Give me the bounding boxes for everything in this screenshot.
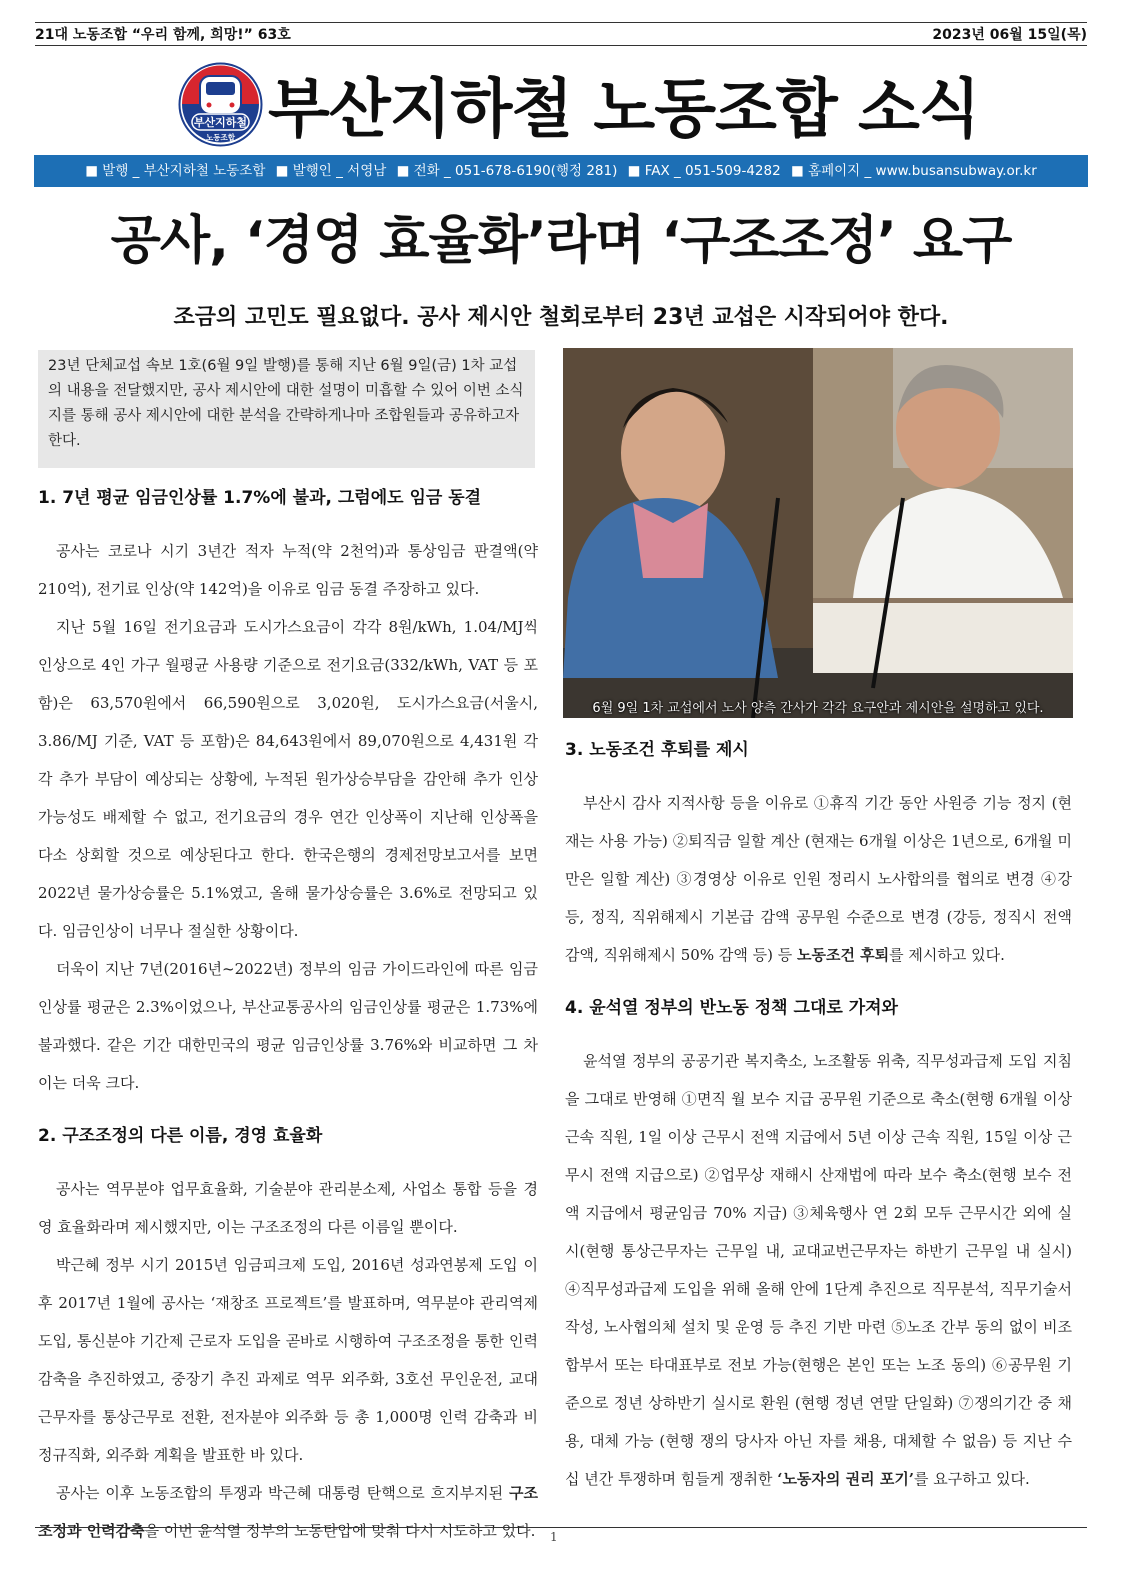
section-4-paragraph xyxy=(565,1042,1072,1498)
headline-wrapper xyxy=(34,198,1088,273)
meeting-photo xyxy=(563,348,1073,718)
photo-illustration xyxy=(563,348,1073,718)
homepage: ■ 홈페이지 _ www.busansubway.or.kr xyxy=(790,163,1037,179)
photo-caption: 6월 9일 1차 교섭에서 노사 양측 간사가 각각 요구안과 제시안을 설명하고 있다. xyxy=(592,701,1044,716)
section-2-paragraph: 공사는 역무분야 업무효율화, 기술분야 관리분소제, 사업소 통합 등을 경영 효율화라며 제시했지만, 이는 구조조정의 다른 이름일 뿐이다. xyxy=(38,1180,538,1236)
text-run: 공사는 이후 노동조합의 투쟁과 박근혜 대통령 탄핵으로 흐지부지된 xyxy=(56,1484,510,1502)
phone: ■ 전화 _ 051-678-6190(행정 281) xyxy=(396,163,618,179)
logo-subtext: 노동조합 xyxy=(206,133,235,142)
text-run: 윤석열 정부의 공공기관 복지축소, 노조활동 위축, 직무성과급제 도입 지침을 그대로 반영해 ①면직 월 보수 지급 공무원 기준으로 축소(현행 6개월 이상 근속 직원, 1일 이상 근무시 전액 지급에서 5년 이상 근속 직원, 15일 이상 근무시 전액 지급으로) ②업무상 재해시 산재법에 따라 보수 축소(현행 보수 전액 지급에서 평균임금 70% 지급) ③체육행사 연 2회 모두 근무시간 외에 실시(현행 통상근무자는 근무일 내, 교대교번근무자는 하반기 근무일 내 실시) ④직무성과급제 도입을 위해 올해 안에 1단계 추진으로 직무분석, 직무기술서 작성, 노사협의체 설치 및 운영 등 추진 기반 마련 ⑤노조 간부 동의 없이 비조합부서 또는 타대표부로 전보 가능(현행은 본인 또는 노조 동의) ⑥공무원 기준으로 정년 상하반기 실시로 환원 (현행 정년 연말 단일화) ⑦쟁의기간 중 채용, 대체 가능 (현행 쟁의 당사자 아닌 자를 채용, 대체할 수 없음) 등 지난 수십 년간 투쟁하며 힘들게 쟁취한 xyxy=(565,1052,1072,1488)
emphasis: 노동조건 후퇴 xyxy=(796,946,890,964)
headline: 공사, ‘경영 효율화’라며 ‘구조조정’ 요구 xyxy=(110,211,1012,271)
text-run: 를 제시하고 있다. xyxy=(889,946,1005,964)
section-1-title: 1. 7년 평균 임금인상률 1.7%에 불과, 그럼에도 임금 동결 xyxy=(38,488,482,508)
text-run: 를 요구하고 있다. xyxy=(914,1470,1030,1488)
text-run: 부산시 감사 지적사항 등을 이유로 ①휴직 기간 동안 사원증 기능 정지 (현재는 사용 가능) ②퇴직금 일할 계산 (현재는 6개월 이상은 1년으로, 6개월 미만은 일할 계산) ③경영상 이유로 인원 정리시 노사합의를 협의로 변경 ④강등, 정직, 직위해제시 기본급 감액 공무원 수준으로 변경 (강등, 정직시 전액 감액, 직위해제시 50% 감액 등) 등 xyxy=(565,794,1072,964)
issue-date: 2023년 06월 15일(목) xyxy=(932,27,1087,43)
section-4-title: 4. 윤석열 정부의 반노동 정책 그대로 가져와 xyxy=(565,998,898,1018)
left-column xyxy=(38,478,538,1550)
logo-text: 부산지하철 xyxy=(193,116,248,129)
issue-number: 21대 노동조합 “우리 함께, 희망!” 63호 xyxy=(35,27,291,43)
issue-line xyxy=(35,22,1087,46)
summary-box: 23년 단체교섭 속보 1호(6월 9일 발행)를 통해 지난 6월 9일(금) 1차 교섭의 내용을 전달했지만, 공사 제시안에 대한 설명이 미흡할 수 있어 이번 소식지를 통해 공사 제시안에 대한 분석을 간략하게나마 조합원들과 공유하고자 한다. xyxy=(38,350,535,468)
issuer: ■ 발행인 _ 서영남 xyxy=(275,163,387,179)
masthead-title: 부산지하철 노동조합 소식 xyxy=(268,73,980,147)
subheadline: 조금의 고민도 필요없다. 공사 제시안 철회로부터 23년 교섭은 시작되어야 한다. xyxy=(173,305,949,330)
section-2-title: 2. 구조조정의 다른 이름, 경영 효율화 xyxy=(38,1126,323,1146)
section-1-paragraph: 공사는 코로나 시기 3년간 적자 누적(약 2천억)과 통상임금 판결액(약 210억), 전기료 인상(약 142억)을 이유로 임금 동결 주장하고 있다. xyxy=(38,542,538,598)
section-2-paragraph xyxy=(38,1474,538,1550)
emphasis: 구조조정과 인력감축 xyxy=(38,1484,538,1540)
publisher: ■ 발행 _ 부산지하철 노동조합 xyxy=(85,163,266,179)
subway-union-logo xyxy=(178,62,263,147)
subheadline-wrapper xyxy=(34,300,1088,331)
section-2-paragraph: 박근혜 정부 시기 2015년 임금피크제 도입, 2016년 성과연봉제 도입 이후 2017년 1월에 공사는 ‘재창조 프로젝트’를 발표하며, 역무분야 관리역제 도입, 통신분야 기간제 근로자 도입을 곧바로 시행하여 구조조정을 통한 인력감축을 추진하였고, 중장기 추진 과제로 역무 외주화, 3호선 무인운전, 교대근무자를 통상근무로 전환, 전자분야 외주화 등 총 1,000명 인력 감축과 비정규직화, 외주화 계획을 발표한 바 있다. xyxy=(38,1256,538,1464)
section-3-title: 3. 노동조건 후퇴를 제시 xyxy=(565,740,749,760)
text-run: 을 이번 윤석열 정부의 노동탄압에 맞춰 다시 시도하고 있다. xyxy=(144,1522,536,1540)
publication-info-bar xyxy=(34,155,1088,187)
section-3-paragraph xyxy=(565,784,1072,974)
right-column xyxy=(565,730,1072,1498)
section-1-paragraph: 지난 5월 16일 전기요금과 도시가스요금이 각각 8원/kWh, 1.04/MJ씩 인상으로 4인 가구 월평균 사용량 기준으로 전기요금(332/kWh, VAT 등 포함)은 63,570원에서 66,590원으로 3,020원, 도시가스요금(서울시, 3.86/MJ 기준, VAT 등 포함)은 84,643원에서 89,070원으로 4,431원 각각 추가 부담이 예상되는 상황에, 누적된 원가상승부담을 감안해 추가 인상 가능성도 배제할 수 없고, 전기요금의 경우 연간 인상폭이 지난해 인상폭을 다소 상회할 것으로 예상된다고 한다. 한국은행의 경제전망보고서를 보면 2022년 물가상승률은 5.1%였고, 올해 물가상승률은 3.6%로 전망되고 있다. 임금인상이 너무나 절실한 상황이다. xyxy=(38,618,538,940)
section-1-paragraph: 더욱이 지난 7년(2016년~2022년) 정부의 임금 가이드라인에 따른 임금인상률 평균은 2.3%이었으나, 부산교통공사의 임금인상률 평균은 1.73%에 불과했다. 같은 기간 대한민국의 평균 임금인상률 3.76%와 비교하면 그 차이는 더욱 크다. xyxy=(38,960,538,1092)
page-number: 1 xyxy=(550,1530,558,1544)
fax: ■ FAX _ 051-509-4282 xyxy=(627,163,781,179)
emphasis: ‘노동자의 권리 포기’ xyxy=(777,1470,915,1488)
bottom-rule xyxy=(35,1527,1087,1528)
